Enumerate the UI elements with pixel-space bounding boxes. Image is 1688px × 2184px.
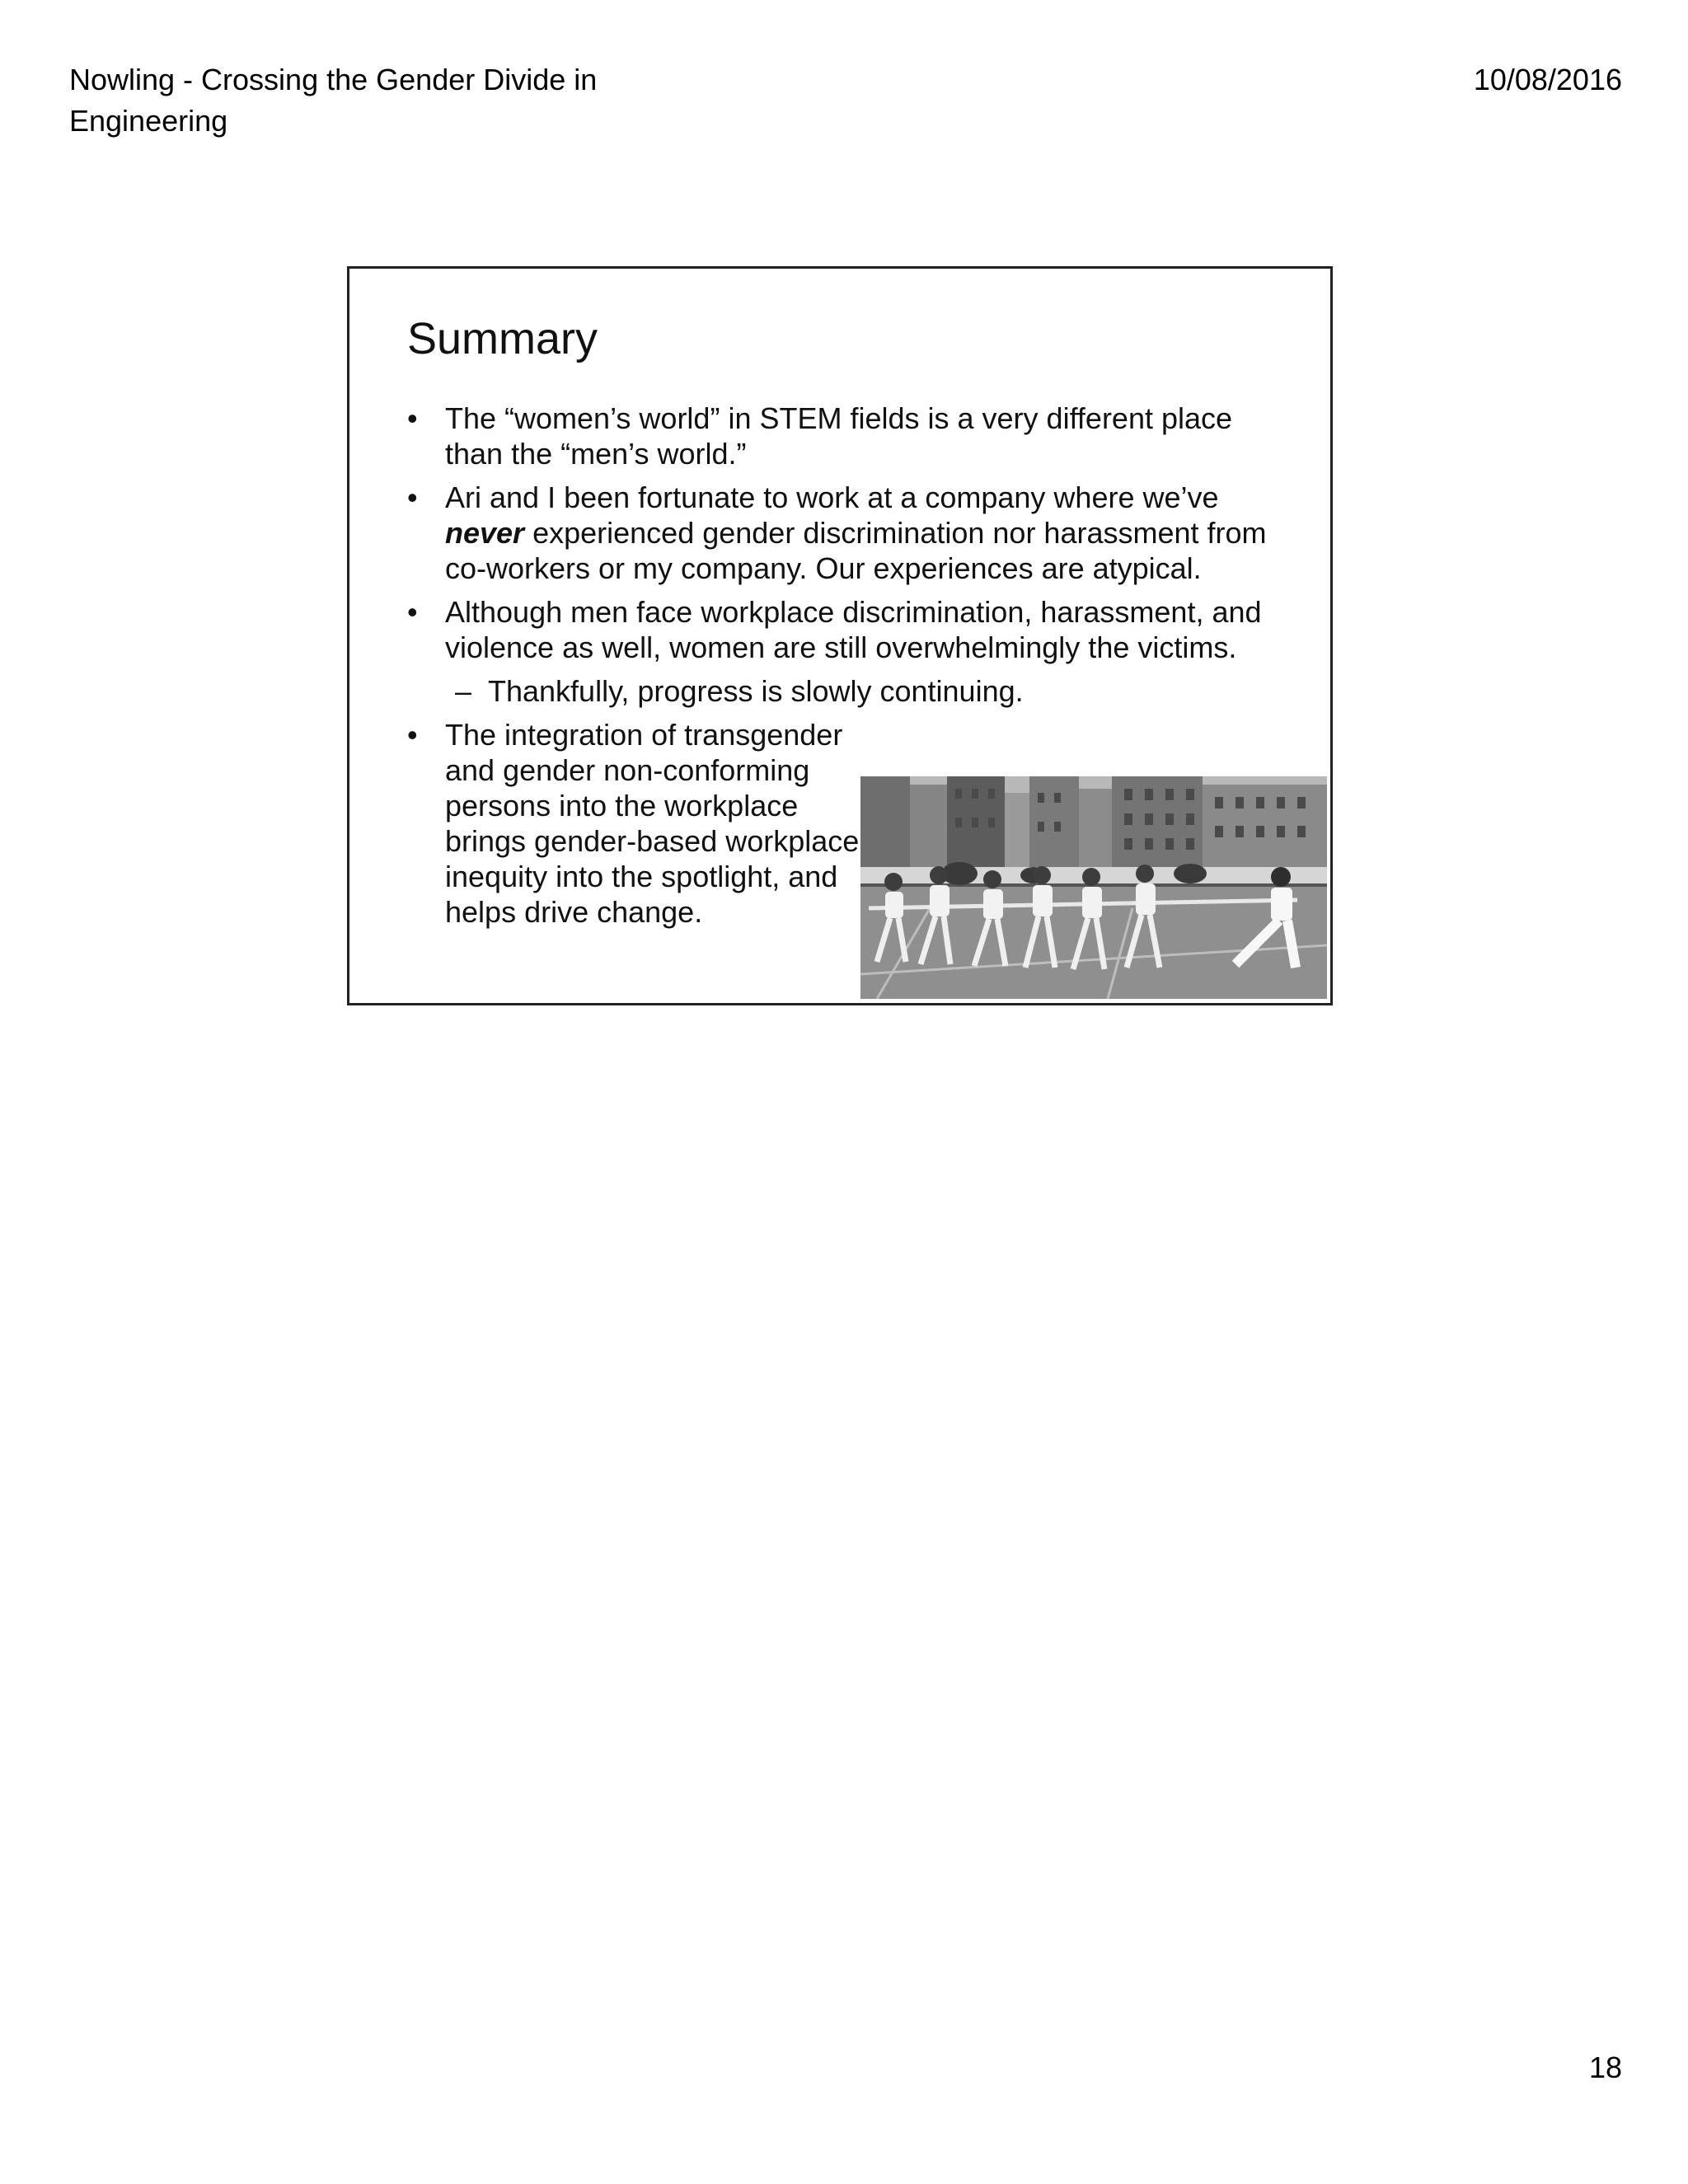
sub-bullet-marker: – (455, 674, 472, 708)
bullet-marker: • (407, 595, 418, 629)
slide-thumbnail (347, 266, 1333, 1005)
header-title-line-2: Engineering (69, 104, 228, 138)
bullet-text: The integration of transgender and gender non-conforming persons into the workplace brings gender-based workplace inequity into the spotlight, and helps drive change. (445, 718, 860, 929)
page-number: 18 (1588, 2050, 1622, 2084)
bullet-text: The “women’s world” in STEM fields is a very different place than the “men’s world.” (445, 401, 1233, 471)
header-date: 10/08/2016 (1473, 63, 1622, 96)
bullet-text-start: Ari and I been fortunate to work at a company where we’ve (445, 480, 1219, 514)
header-title-line-1: Nowling - Crossing the Gender Divide in (69, 63, 598, 96)
bullet-marker: • (407, 401, 418, 435)
bullet-item (407, 717, 882, 930)
bullet-marker: • (407, 480, 418, 514)
tug-of-war-photo-icon (860, 776, 1327, 999)
sub-bullet-item (407, 673, 1281, 709)
bullet-text-end: experienced gender discrimination nor harassment from co-workers or my company. Our experiences are atypical. (445, 516, 1267, 585)
bullet-emphasis: never (445, 516, 525, 550)
bullet-text: Although men face workplace discrimination, harassment, and violence as well, women are still overwhelmingly the victims. (445, 595, 1262, 664)
bullet-marker: • (407, 718, 418, 752)
bullet-item (407, 401, 1281, 471)
sub-bullet-text: Thankfully, progress is slowly continuing. (488, 674, 1024, 708)
page-header-title (69, 59, 696, 142)
bullet-item (407, 594, 1281, 665)
slide-title: Summary (407, 314, 598, 363)
bullet-item (407, 480, 1281, 586)
